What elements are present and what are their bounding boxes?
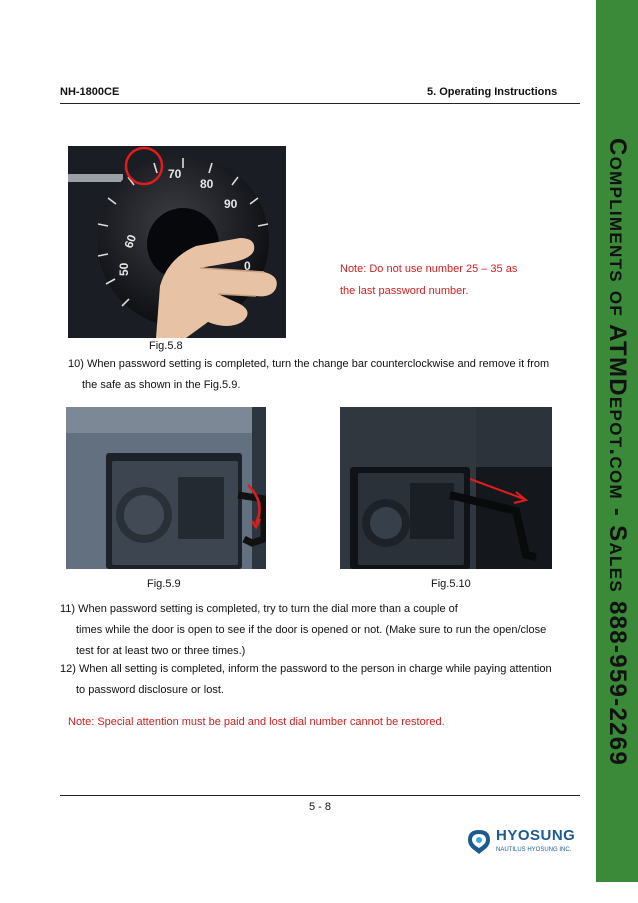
fig-5-9-caption: Fig.5.9 [147,578,181,590]
step-10-line2: the safe as shown in the Fig.5.9. [82,379,241,391]
dial-number-60: 60 [121,232,140,251]
step-11-line3: test for at least two or three times.) [76,645,246,657]
dial-number-0: 0 [244,259,251,273]
hyosung-logo-subtext: NAUTILUS HYOSUNG INC. [496,847,572,853]
fig-5-8-caption: Fig.5.8 [149,340,183,352]
dial-number-70: 70 [168,167,182,181]
hyosung-logo-text: HYOSUNG [496,827,576,844]
step-10-line1: 10) When password setting is completed, turn the change bar counterclockwise and remove it from [68,358,550,370]
step-12-line2: to password disclosure or lost. [76,684,224,696]
dial-number-80: 80 [200,177,214,191]
page-number: 5 - 8 [309,801,332,813]
document-model: NH-1800CE [60,86,120,98]
fig-5-10-caption: Fig.5.10 [431,578,471,590]
special-note: Note: Special attention must be paid and lost dial number cannot be restored. [68,716,445,728]
note-dial-line1: Note: Do not use number 25 – 35 as [340,263,518,275]
header-rule [60,103,580,104]
change-bar-photo-2 [340,407,552,569]
compliments-sidebar-text: Compliments of ATMDepot.com - Sales 888-959-2269 [604,137,631,767]
step-11-line2: times while the door is open to see if the door is opened or not. (Make sure to run the open/close [76,624,547,636]
dial-photo [68,146,286,338]
dial-number-90: 90 [224,197,238,211]
hyosung-logo [466,825,578,861]
section-title: 5. Operating Instructions [427,86,558,98]
dial-number-50: 50 [117,262,131,276]
note-dial-line2: the last password number. [340,285,469,297]
step-12-line1: 12) When all setting is completed, inform the password to the person in charge while paying attention [60,663,552,675]
step-11-line1: 11) When password setting is completed, try to turn the dial more than a couple of [60,603,458,615]
change-bar-photo-1 [66,407,266,569]
hyosung-emblem-icon [466,828,492,856]
footer-rule [60,795,580,796]
